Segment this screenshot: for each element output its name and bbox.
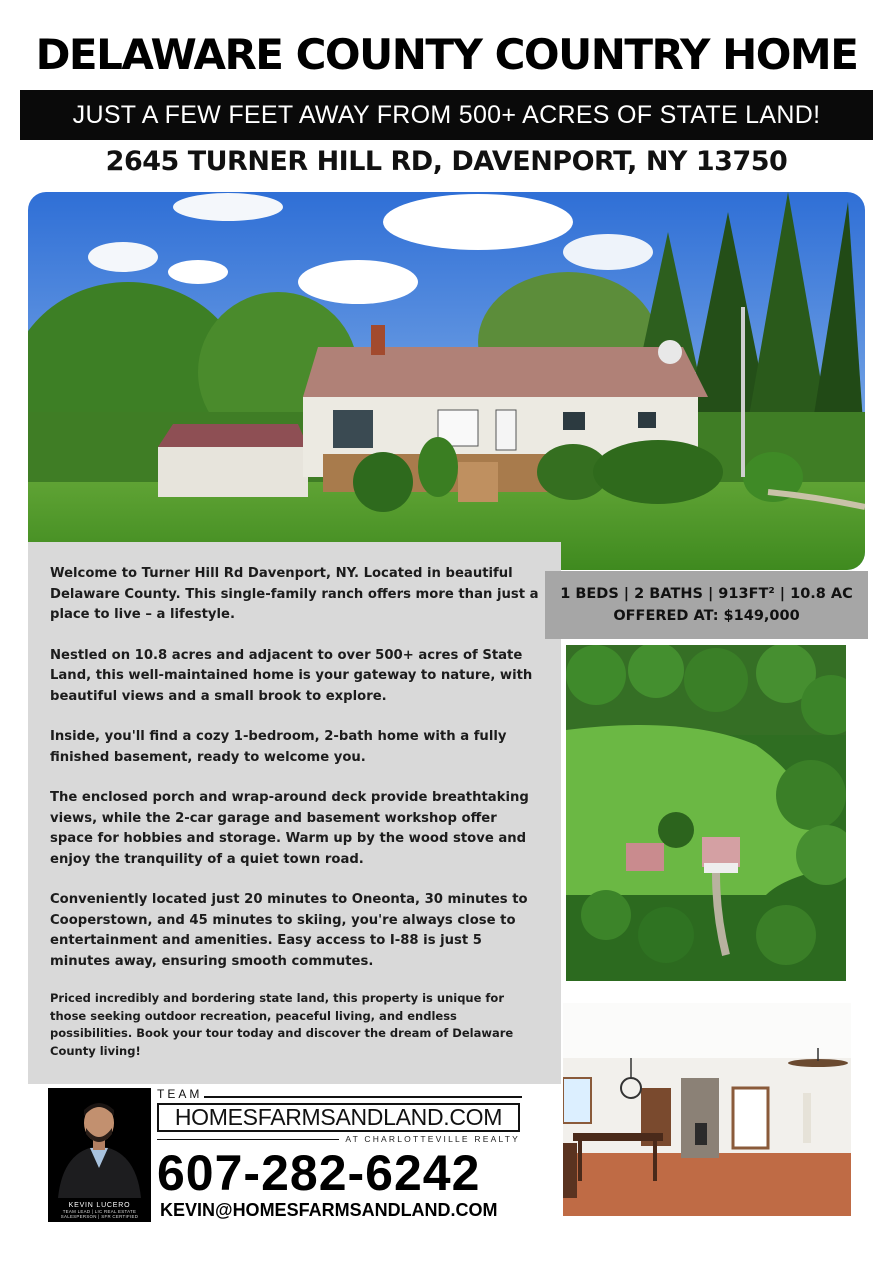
headline-banner [20, 90, 873, 140]
phone-number[interactable]: 607-282-6242 [157, 1145, 481, 1201]
agent-title: TEAM LEAD | LIC REAL ESTATE SALESPERSON | SFR CERTIFIED [60, 1209, 139, 1219]
brand-site-box [157, 1103, 520, 1132]
description-paragraph: Nestled on 10.8 acres and adjacent to over 500+ acres of State Land, this well-maintained home is your gateway to nature, with beautiful views and a small brook to explore. [50, 647, 533, 704]
description-paragraph: Inside, you'll find a cozy 1-bedroom, 2-bath home with a fully finished basement, ready to welcome you. [50, 729, 507, 765]
interior-photo [563, 1003, 851, 1216]
stats-summary: 1 BEDS | 2 BATHS | 913FT² | 10.8 AC [560, 586, 853, 602]
agent-name: KEVIN LUCERO [68, 1202, 131, 1209]
description-paragraph: Conveniently located just 20 minutes to Oneonta, 30 minutes to Cooperstown, and 45 minutes to skiing, you're always close to entertainment and amenities. Easy access to I-88 is just 5 minutes away, ensuring smooth commutes. [50, 892, 528, 969]
team-divider [204, 1096, 522, 1098]
property-address: 2645 TURNER HILL RD, DAVENPORT, NY 13750 [105, 146, 788, 177]
brand-site: HOMESFARMSANDLAND.COM [174, 1104, 503, 1130]
description-panel [28, 542, 561, 1084]
description-paragraph: The enclosed porch and wrap-around deck provide breathtaking views, while the 2-car garage and basement workshop offer space for hobbies and storage. Warm up by the wood stove and enjoy the tranquility of a quiet town road. [50, 790, 529, 867]
aerial-photo [566, 645, 846, 981]
banner-text: JUST A FEW FEET AWAY FROM 500+ ACRES OF STATE LAND! [72, 100, 821, 129]
brokerage-divider [157, 1139, 339, 1140]
asking-price: OFFERED AT: $149,000 [613, 608, 800, 624]
property-stats-box [545, 571, 868, 639]
agent-headshot [48, 1088, 151, 1222]
description-paragraph: Welcome to Turner Hill Rd Davenport, NY. Located in beautiful Delaware County. This single-family ranch offers more than just a place to live – a lifestyle. [50, 566, 539, 622]
email-address[interactable]: KEVIN@HOMESFARMSANDLAND.COM [160, 1200, 498, 1220]
team-label: TEAM [157, 1087, 203, 1101]
brokerage-name: AT CHARLOTTEVILLE REALTY [345, 1134, 520, 1144]
flyer-title: DELAWARE COUNTY COUNTRY HOME [35, 30, 858, 79]
closing-paragraph: Priced incredibly and bordering state land, this property is unique for those seeking outdoor recreation, peaceful living, and endless possibilities. Book your tour today and discover the dream of Delaware County living! [50, 991, 514, 1058]
house-exterior-photo [28, 192, 865, 570]
